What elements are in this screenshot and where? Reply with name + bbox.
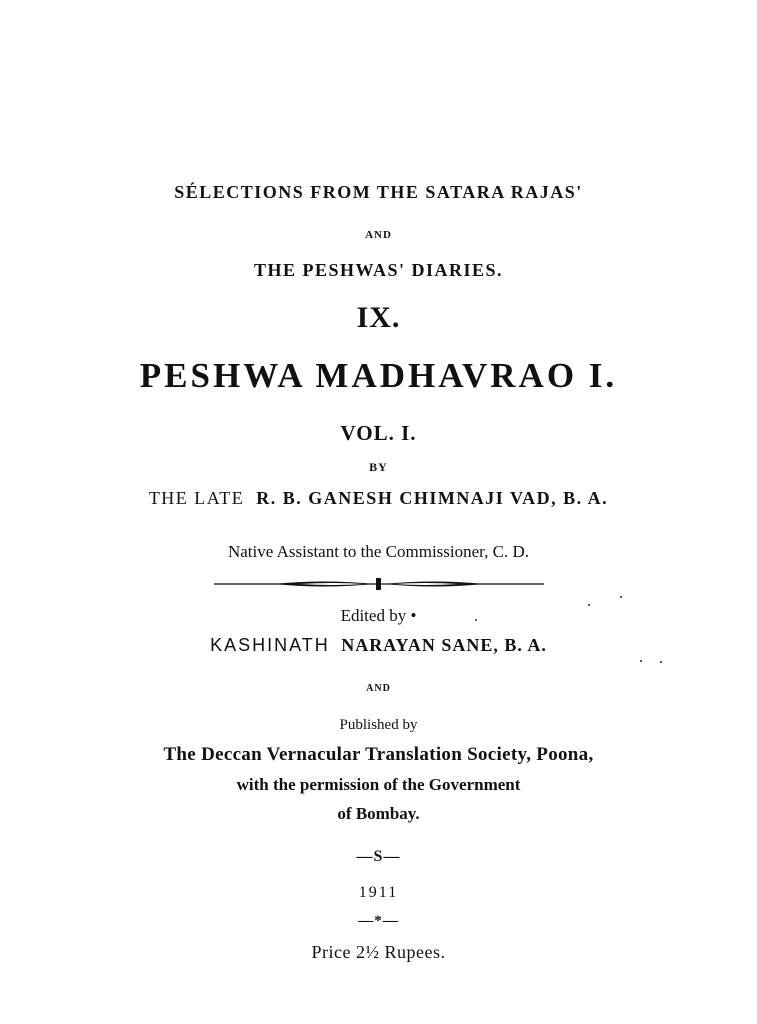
series-title-line-1: SÉLECTIONS FROM THE SATARA RAJAS' [174, 182, 583, 202]
editor-first-name: KASHINATH [210, 635, 330, 655]
by-label: BY [369, 460, 388, 474]
print-speck [640, 660, 642, 662]
series-and: AND [365, 229, 392, 241]
ornamental-divider-icon [214, 578, 544, 590]
print-speck [475, 619, 477, 621]
published-by-label: Published by [339, 717, 418, 733]
print-speck [588, 604, 590, 606]
editor-rest-name: NARAYAN SANE, B. A. [341, 635, 547, 655]
main-title: PESHWA MADHAVRAO I. [139, 356, 618, 395]
edited-by-label: Edited by • [340, 606, 417, 625]
print-speck [660, 661, 662, 663]
author-prefix: THE LATE [148, 488, 245, 508]
series-title-line-2: THE PESHWAS' DIARIES. [253, 260, 504, 280]
editor-and: AND [366, 683, 391, 694]
publisher-line-1: The Deccan Vernacular Translation Society, Poona, [163, 744, 594, 765]
print-speck [620, 596, 622, 598]
publisher-line-3: of Bombay. [337, 804, 420, 823]
author-position: Native Assistant to the Commissioner, C. D. [227, 542, 530, 561]
decorative-rule [0, 578, 757, 590]
price-line: Price 2½ Rupees. [311, 942, 446, 962]
author-name: R. B. GANESH CHIMNAJI VAD, B. A. [256, 488, 609, 508]
volume-label: VOL. I. [340, 421, 417, 445]
ornament-s: —S— [356, 848, 401, 865]
ornament-star: —*— [358, 913, 399, 929]
editor-line [0, 636, 757, 655]
author-line [0, 489, 757, 507]
publisher-line-2: with the permission of the Government [236, 775, 521, 794]
series-number: IX. [356, 301, 401, 334]
publication-year: 1911 [358, 884, 399, 901]
